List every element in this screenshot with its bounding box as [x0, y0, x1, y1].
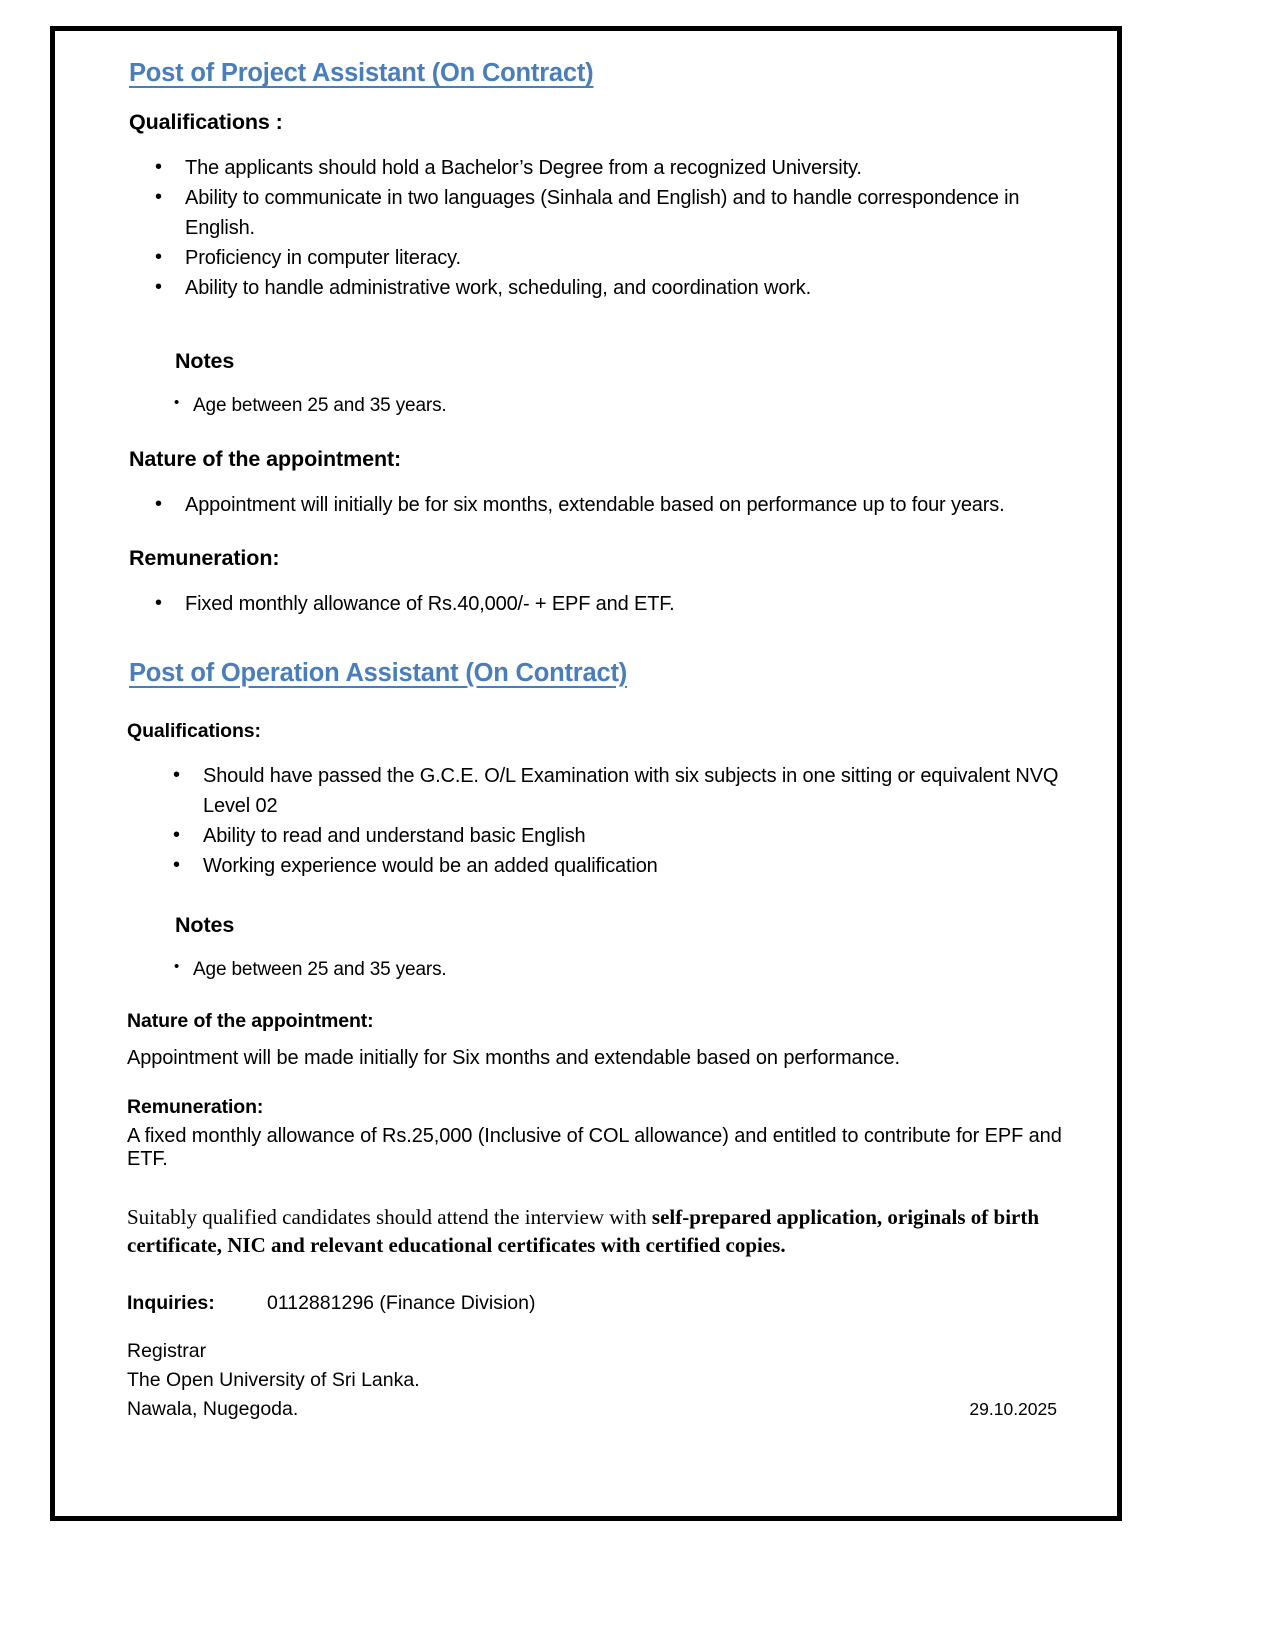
- nature-label-2: Nature of the appointment:: [127, 1010, 374, 1032]
- inquiries-row: [127, 1292, 1087, 1315]
- nature-label-1: Nature of the appointment:: [129, 446, 402, 471]
- list-item: • Fixed monthly allowance of Rs.40,000/- + EPF and ETF.: [127, 589, 1087, 619]
- inquiries-label: Inquiries:: [127, 1291, 215, 1314]
- interview-notice-lead: Suitably qualified candidates should attend the interview with: [127, 1205, 652, 1229]
- list-item: • Working experience would be an added qualification: [127, 851, 1087, 881]
- document-content: [55, 31, 1117, 1516]
- notes-list-1: [171, 392, 1087, 421]
- footer-institution: The Open University of Sri Lanka.: [127, 1368, 420, 1391]
- list-item: • Ability to communicate in two languages (Sinhala and English) and to handle correspondence in English.: [127, 183, 1087, 243]
- interview-notice: [127, 1203, 1087, 1260]
- notes-label-2: Notes: [175, 912, 235, 937]
- notes-list-2: [171, 956, 1087, 985]
- inquiries-value: 0112881296 (Finance Division): [267, 1291, 536, 1314]
- section-1-heading-wrap: [129, 59, 1087, 88]
- section-2-heading-wrap: [129, 659, 1087, 688]
- notes-label-1: Notes: [175, 349, 235, 373]
- document-border: [50, 26, 1122, 1521]
- remuneration-label-2: Remuneration:: [127, 1096, 264, 1118]
- qualifications-label-1: Qualifications :: [129, 110, 283, 134]
- footer-date: 29.10.2025: [969, 1399, 1057, 1420]
- nature-list-1: [127, 490, 1087, 520]
- list-item: • Age between 25 and 35 years.: [171, 956, 1087, 985]
- nature-paragraph-2: Appointment will be made initially for Six months and extendable based on performance.: [127, 1047, 900, 1069]
- footer-signatory: Registrar: [127, 1339, 207, 1362]
- remuneration-paragraph-2: A fixed monthly allowance of Rs.25,000 (Inclusive of COL allowance) and entitled to contribute for EPF and ETF.: [127, 1125, 1062, 1170]
- list-item: • Ability to read and understand basic English: [127, 821, 1087, 851]
- footer-block: [127, 1337, 1087, 1425]
- qualifications-label-2: Qualifications:: [127, 719, 261, 742]
- list-item: • Ability to handle administrative work, scheduling, and coordination work.: [127, 273, 1087, 303]
- qualifications-list-2: [127, 761, 1087, 881]
- remuneration-list-1: [127, 589, 1087, 619]
- list-item: • Should have passed the G.C.E. O/L Examination with six subjects in one sitting or equivalent NVQ Level 02: [127, 761, 1087, 821]
- footer-address: Nawala, Nugegoda.: [127, 1398, 299, 1421]
- post-heading-project-assistant: Post of Project Assistant (On Contract): [129, 59, 594, 87]
- remuneration-label-1: Remuneration:: [129, 545, 280, 570]
- list-item: • The applicants should hold a Bachelor’s Degree from a recognized University.: [127, 153, 1087, 183]
- post-heading-operation-assistant: Post of Operation Assistant (On Contract): [129, 658, 628, 687]
- list-item: • Appointment will initially be for six months, extendable based on performance up to four years.: [127, 490, 1087, 520]
- interview-notice-bold: self-prepared application, originals of birth certificate, NIC and relevant educational certificates with certified copies.: [127, 1205, 1040, 1258]
- qualifications-list-1: [127, 153, 1087, 303]
- list-item: • Age between 25 and 35 years.: [171, 392, 1087, 421]
- footer-last-line: [127, 1395, 1087, 1424]
- list-item: • Proficiency in computer literacy.: [127, 243, 1087, 273]
